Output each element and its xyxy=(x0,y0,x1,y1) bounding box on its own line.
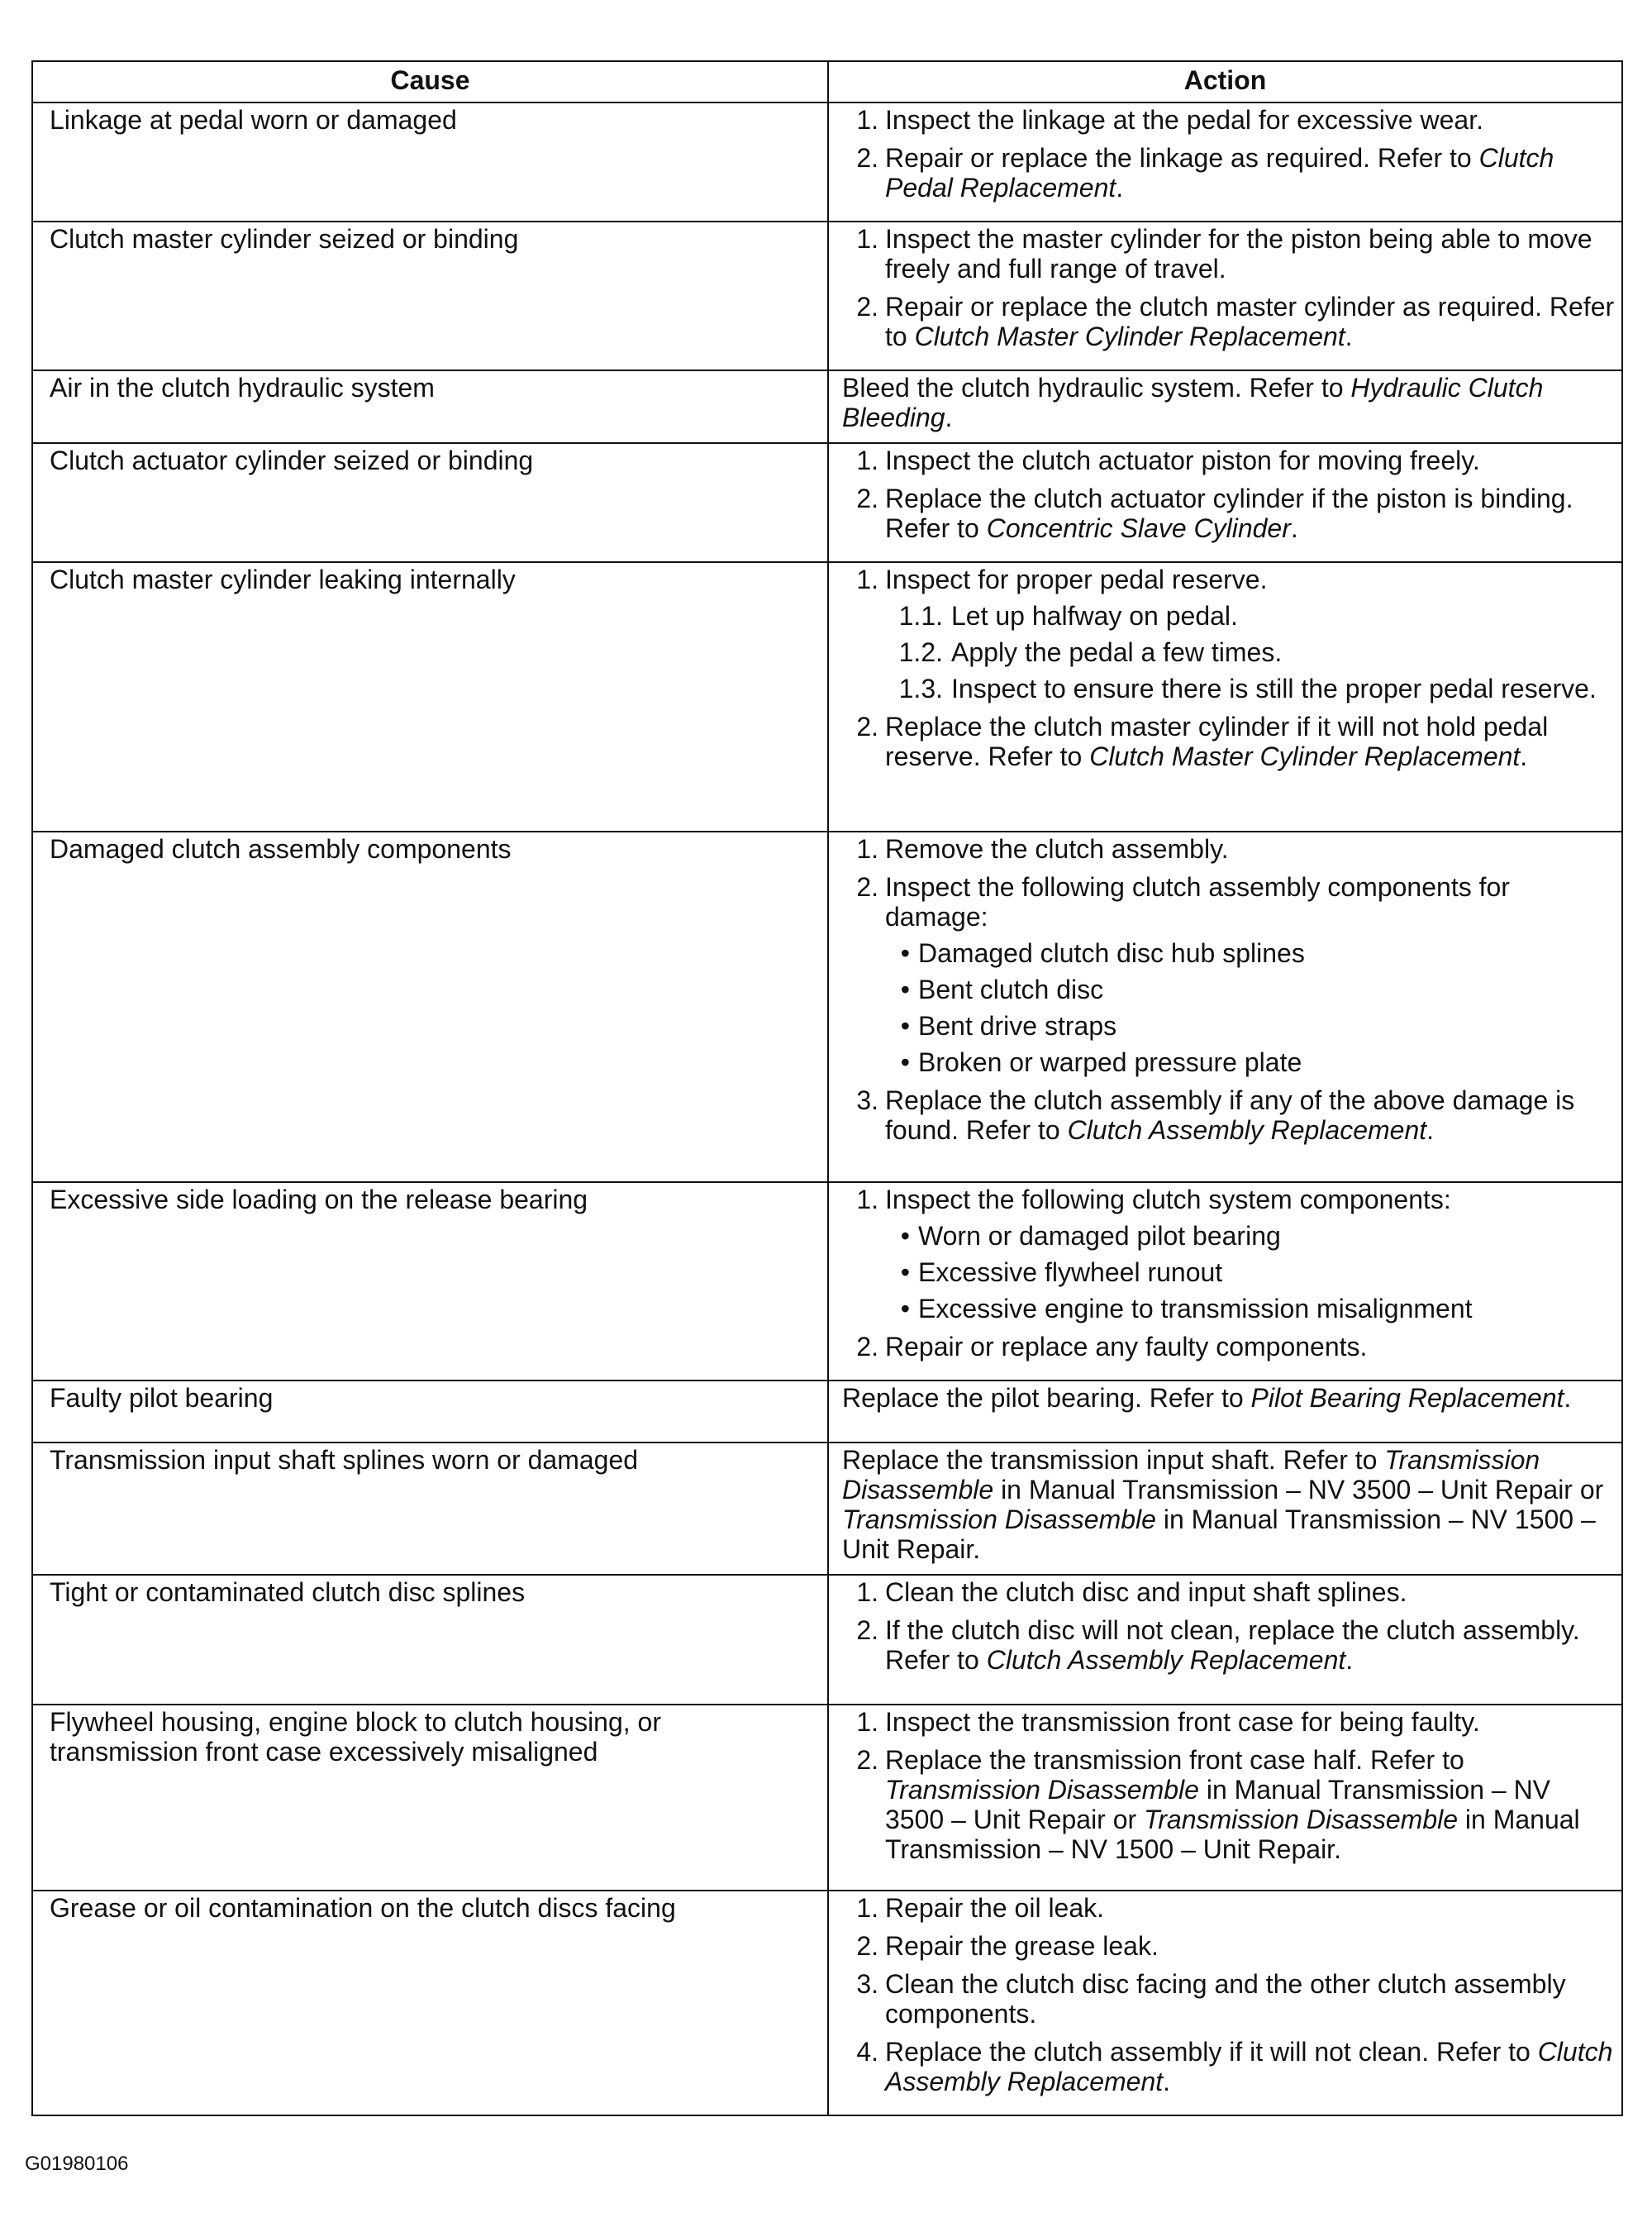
bullet-item xyxy=(842,938,1615,968)
text-run: Replace the transmission input shaft. Refer to xyxy=(842,1445,1385,1475)
action-step xyxy=(842,143,1615,203)
action-step xyxy=(842,1185,1615,1214)
cause-cell: Flywheel housing, engine block to clutch housing, or transmission front case excessively misaligned xyxy=(32,1705,828,1891)
cause-cell: Clutch master cylinder seized or binding xyxy=(32,222,828,370)
bullet-icon: • xyxy=(900,1011,910,1041)
action-cell xyxy=(828,370,1622,443)
cross-reference: Clutch Assembly Replacement xyxy=(986,1645,1346,1675)
action-step xyxy=(842,1615,1615,1675)
action-step xyxy=(842,712,1615,771)
step-text xyxy=(885,1745,1615,1864)
bullet-icon: • xyxy=(900,1221,910,1251)
action-step xyxy=(842,292,1615,351)
step-text xyxy=(885,1332,1615,1361)
step-text xyxy=(885,872,1615,932)
text-run: Inspect for proper pedal reserve. xyxy=(885,565,1268,594)
sub-step xyxy=(842,674,1615,703)
action-cell xyxy=(828,1575,1622,1705)
step-text xyxy=(885,1577,1615,1607)
bullet-item xyxy=(842,1257,1615,1287)
cause-cell: Grease or oil contamination on the clutch discs facing xyxy=(32,1891,828,2115)
text-run: Inspect the clutch actuator piston for moving freely. xyxy=(885,446,1480,475)
action-step-block xyxy=(842,1615,1615,1675)
step-text xyxy=(885,143,1615,203)
cause-cell: Excessive side loading on the release bearing xyxy=(32,1182,828,1381)
step-text xyxy=(885,1185,1615,1214)
table-row xyxy=(32,103,1622,222)
text-run: Replace the clutch assembly if it will not clean. Refer to xyxy=(885,2037,1538,2067)
bullet-text: Damaged clutch disc hub splines xyxy=(918,938,1305,968)
cause-cell: Tight or contaminated clutch disc splines xyxy=(32,1575,828,1705)
action-step-block xyxy=(842,292,1615,351)
text-run: Repair the grease leak. xyxy=(885,1931,1159,1961)
sub-step-number: 1.2. xyxy=(898,637,943,667)
text-run: Replace the clutch actuator cylinder if the piston is binding. Refer to xyxy=(885,484,1573,543)
text-run: . xyxy=(1520,742,1528,771)
cross-reference: Transmission Disassemble xyxy=(842,1445,1540,1505)
bullet-icon: • xyxy=(900,938,910,968)
text-run: . xyxy=(1163,2067,1171,2096)
figure-id: G01980106 xyxy=(25,2153,129,2175)
action-step xyxy=(842,1577,1615,1607)
step-number: 1. xyxy=(856,1577,878,1607)
bullet-icon: • xyxy=(900,975,910,1004)
table-row xyxy=(32,1381,1622,1443)
cause-cell: Clutch master cylinder leaking internally xyxy=(32,562,828,832)
step-number: 2. xyxy=(856,712,878,742)
action-cell xyxy=(828,1705,1622,1891)
step-number: 1. xyxy=(856,105,878,135)
action-step-block xyxy=(842,143,1615,203)
step-text xyxy=(885,105,1615,135)
cross-reference: Hydraulic Clutch Bleeding xyxy=(842,373,1544,432)
cause-cell: Faulty pilot bearing xyxy=(32,1381,828,1443)
step-text xyxy=(885,292,1615,351)
bullet-item xyxy=(842,1221,1615,1251)
step-text xyxy=(885,1707,1615,1737)
action-cell xyxy=(828,562,1622,832)
step-text xyxy=(885,484,1615,543)
action-column-header: Action xyxy=(828,61,1622,103)
step-text xyxy=(885,1931,1615,1961)
action-step xyxy=(842,1931,1615,1961)
action-step-block xyxy=(842,834,1615,864)
action-step-block xyxy=(842,872,1615,1077)
text-run: Remove the clutch assembly. xyxy=(885,834,1229,864)
text-run: in Manual Transmission – NV 1500 – Unit Repair. xyxy=(885,1805,1580,1864)
action-text xyxy=(842,1383,1615,1413)
text-run: . xyxy=(1345,322,1353,351)
step-text xyxy=(885,1893,1615,1923)
table-row xyxy=(32,832,1622,1182)
action-step xyxy=(842,105,1615,135)
cause-column-header: Cause xyxy=(32,61,828,103)
bullet-item xyxy=(842,975,1615,1004)
action-step-block xyxy=(842,2037,1615,2096)
text-run: Clean the clutch disc and input shaft splines. xyxy=(885,1577,1407,1607)
text-run: Repair or replace any faulty components. xyxy=(885,1332,1368,1361)
action-cell xyxy=(828,1381,1622,1443)
sub-step-text: Let up halfway on pedal. xyxy=(951,601,1238,631)
action-cell xyxy=(828,832,1622,1182)
action-step xyxy=(842,872,1615,932)
text-run: Clean the clutch disc facing and the other clutch assembly components. xyxy=(885,1969,1566,2029)
cross-reference: Transmission Disassemble xyxy=(885,1775,1199,1805)
action-cell xyxy=(828,1891,1622,2115)
table-row xyxy=(32,370,1622,443)
cross-reference: Clutch Assembly Replacement xyxy=(1067,1115,1427,1145)
step-number: 2. xyxy=(856,872,878,902)
table-body xyxy=(32,103,1622,2115)
text-run: Repair or replace the linkage as required. Refer to xyxy=(885,143,1479,173)
cause-cell: Linkage at pedal worn or damaged xyxy=(32,103,828,222)
action-text xyxy=(842,373,1615,432)
bullet-icon: • xyxy=(900,1294,910,1323)
step-number: 2. xyxy=(856,484,878,513)
action-cell xyxy=(828,1443,1622,1575)
bullet-item xyxy=(842,1011,1615,1041)
step-number: 3. xyxy=(856,1969,878,1999)
action-text xyxy=(842,1445,1615,1564)
action-step xyxy=(842,2037,1615,2096)
step-number: 1. xyxy=(856,1893,878,1923)
action-step-block xyxy=(842,1969,1615,2029)
action-step xyxy=(842,1893,1615,1923)
cause-cell: Transmission input shaft splines worn or damaged xyxy=(32,1443,828,1575)
action-step-block xyxy=(842,1332,1615,1361)
text-run: Repair the oil leak. xyxy=(885,1893,1105,1923)
table-row xyxy=(32,443,1622,562)
step-number: 2. xyxy=(856,1931,878,1961)
cross-reference: Transmission Disassemble xyxy=(1144,1805,1459,1834)
table-row xyxy=(32,1182,1622,1381)
step-number: 2. xyxy=(856,1332,878,1361)
table-row xyxy=(32,1891,1622,2115)
sub-step xyxy=(842,637,1615,667)
action-step xyxy=(842,224,1615,284)
action-step-block xyxy=(842,1745,1615,1864)
bullet-text: Bent clutch disc xyxy=(918,975,1104,1004)
step-text xyxy=(885,446,1615,475)
text-run: Repair or replace the clutch master cylinder as required. Refer to xyxy=(885,292,1615,351)
bullet-item xyxy=(842,1294,1615,1323)
sub-step-text: Inspect to ensure there is still the proper pedal reserve. xyxy=(951,674,1597,703)
step-number: 1. xyxy=(856,834,878,864)
action-step-block xyxy=(842,224,1615,284)
action-step xyxy=(842,1707,1615,1737)
table-row xyxy=(32,222,1622,370)
bullet-icon: • xyxy=(900,1047,910,1077)
bullet-item xyxy=(842,1047,1615,1077)
step-number: 2. xyxy=(856,1745,878,1775)
action-cell xyxy=(828,222,1622,370)
text-run: If the clutch disc will not clean, replace the clutch assembly. Refer to xyxy=(885,1615,1580,1675)
sub-step xyxy=(842,601,1615,631)
step-number: 1. xyxy=(856,565,878,594)
action-cell xyxy=(828,443,1622,562)
step-text xyxy=(885,2037,1615,2096)
action-step-block xyxy=(842,1085,1615,1145)
bullet-text: Bent drive straps xyxy=(918,1011,1117,1041)
text-run: Replace the clutch assembly if any of the above damage is found. Refer to xyxy=(885,1085,1575,1145)
text-run: in Manual Transmission – NV 3500 – Unit Repair or xyxy=(885,1775,1551,1834)
action-step xyxy=(842,1332,1615,1361)
action-step xyxy=(842,484,1615,543)
cross-reference: Pilot Bearing Replacement xyxy=(1250,1383,1564,1413)
action-step xyxy=(842,565,1615,594)
step-number: 1. xyxy=(856,224,878,254)
cause-cell: Clutch actuator cylinder seized or binding xyxy=(32,443,828,562)
bullet-text: Broken or warped pressure plate xyxy=(918,1047,1302,1077)
text-run: Inspect the following clutch assembly components for damage: xyxy=(885,872,1510,932)
text-run: . xyxy=(1116,173,1124,203)
step-text xyxy=(885,1615,1615,1675)
text-run: in Manual Transmission – NV 1500 – Unit Repair. xyxy=(842,1505,1596,1564)
action-step xyxy=(842,446,1615,475)
action-step-block xyxy=(842,1577,1615,1607)
step-text xyxy=(885,834,1615,864)
cross-reference: Transmission Disassemble xyxy=(842,1505,1156,1534)
text-run: Bleed the clutch hydraulic system. Refer to xyxy=(842,373,1351,403)
step-text xyxy=(885,1085,1615,1145)
cross-reference: Clutch Pedal Replacement xyxy=(885,143,1554,203)
text-run: . xyxy=(1345,1645,1354,1675)
step-number: 3. xyxy=(856,1085,878,1115)
bullet-text: Excessive flywheel runout xyxy=(918,1257,1223,1287)
action-step-block xyxy=(842,1707,1615,1737)
action-step xyxy=(842,1969,1615,2029)
step-number: 1. xyxy=(856,1185,878,1214)
text-run: Inspect the linkage at the pedal for excessive wear. xyxy=(885,105,1483,135)
action-step-block xyxy=(842,1185,1615,1323)
sub-step-number: 1.3. xyxy=(898,674,943,703)
text-run: . xyxy=(1564,1383,1572,1413)
cross-reference: Clutch Master Cylinder Replacement xyxy=(1089,742,1521,771)
action-step-block xyxy=(842,105,1615,135)
step-text xyxy=(885,712,1615,771)
cross-reference: Clutch Assembly Replacement xyxy=(885,2037,1613,2096)
action-step-block xyxy=(842,1931,1615,1961)
action-step-block xyxy=(842,446,1615,475)
cause-cell: Damaged clutch assembly components xyxy=(32,832,828,1182)
text-run: Replace the pilot bearing. Refer to xyxy=(842,1383,1251,1413)
action-step xyxy=(842,834,1615,864)
text-run: Replace the transmission front case half. Refer to xyxy=(885,1745,1464,1775)
bullet-text: Worn or damaged pilot bearing xyxy=(918,1221,1281,1251)
action-cell xyxy=(828,1182,1622,1381)
text-run: Inspect the following clutch system components: xyxy=(885,1185,1451,1214)
cross-reference: Clutch Master Cylinder Replacement xyxy=(914,322,1345,351)
bullet-icon: • xyxy=(900,1257,910,1287)
action-step xyxy=(842,1745,1615,1864)
bullet-text: Excessive engine to transmission misalignment xyxy=(918,1294,1473,1323)
action-step-block xyxy=(842,1893,1615,1923)
cause-cell: Air in the clutch hydraulic system xyxy=(32,370,828,443)
table-row xyxy=(32,1443,1622,1575)
text-run: . xyxy=(945,403,953,432)
table-row xyxy=(32,1575,1622,1705)
sub-step-text: Apply the pedal a few times. xyxy=(951,637,1283,667)
text-run: Replace the clutch master cylinder if it will not hold pedal reserve. Refer to xyxy=(885,712,1549,771)
text-run: . xyxy=(1290,513,1298,543)
table-row xyxy=(32,1705,1622,1891)
action-cell xyxy=(828,103,1622,222)
action-step xyxy=(842,1085,1615,1145)
text-run: . xyxy=(1426,1115,1435,1145)
diagnostic-table xyxy=(31,60,1623,2116)
sub-step-number: 1.1. xyxy=(898,601,943,631)
step-text xyxy=(885,565,1615,594)
step-text xyxy=(885,1969,1615,2029)
text-run: Inspect the transmission front case for being faulty. xyxy=(885,1707,1480,1737)
step-text xyxy=(885,224,1615,284)
cross-reference: Concentric Slave Cylinder xyxy=(986,513,1291,543)
table-header-row xyxy=(32,61,1622,103)
table-row xyxy=(32,562,1622,832)
action-step-block xyxy=(842,484,1615,543)
text-run: Inspect the master cylinder for the piston being able to move freely and full range of travel. xyxy=(885,224,1592,284)
step-number: 1. xyxy=(856,1707,878,1737)
step-number: 4. xyxy=(856,2037,878,2067)
action-step-block xyxy=(842,712,1615,771)
step-number: 2. xyxy=(856,1615,878,1645)
step-number: 2. xyxy=(856,143,878,173)
step-number: 1. xyxy=(856,446,878,475)
text-run: in Manual Transmission – NV 3500 – Unit Repair or xyxy=(993,1475,1604,1505)
action-step-block xyxy=(842,565,1615,703)
step-number: 2. xyxy=(856,292,878,322)
